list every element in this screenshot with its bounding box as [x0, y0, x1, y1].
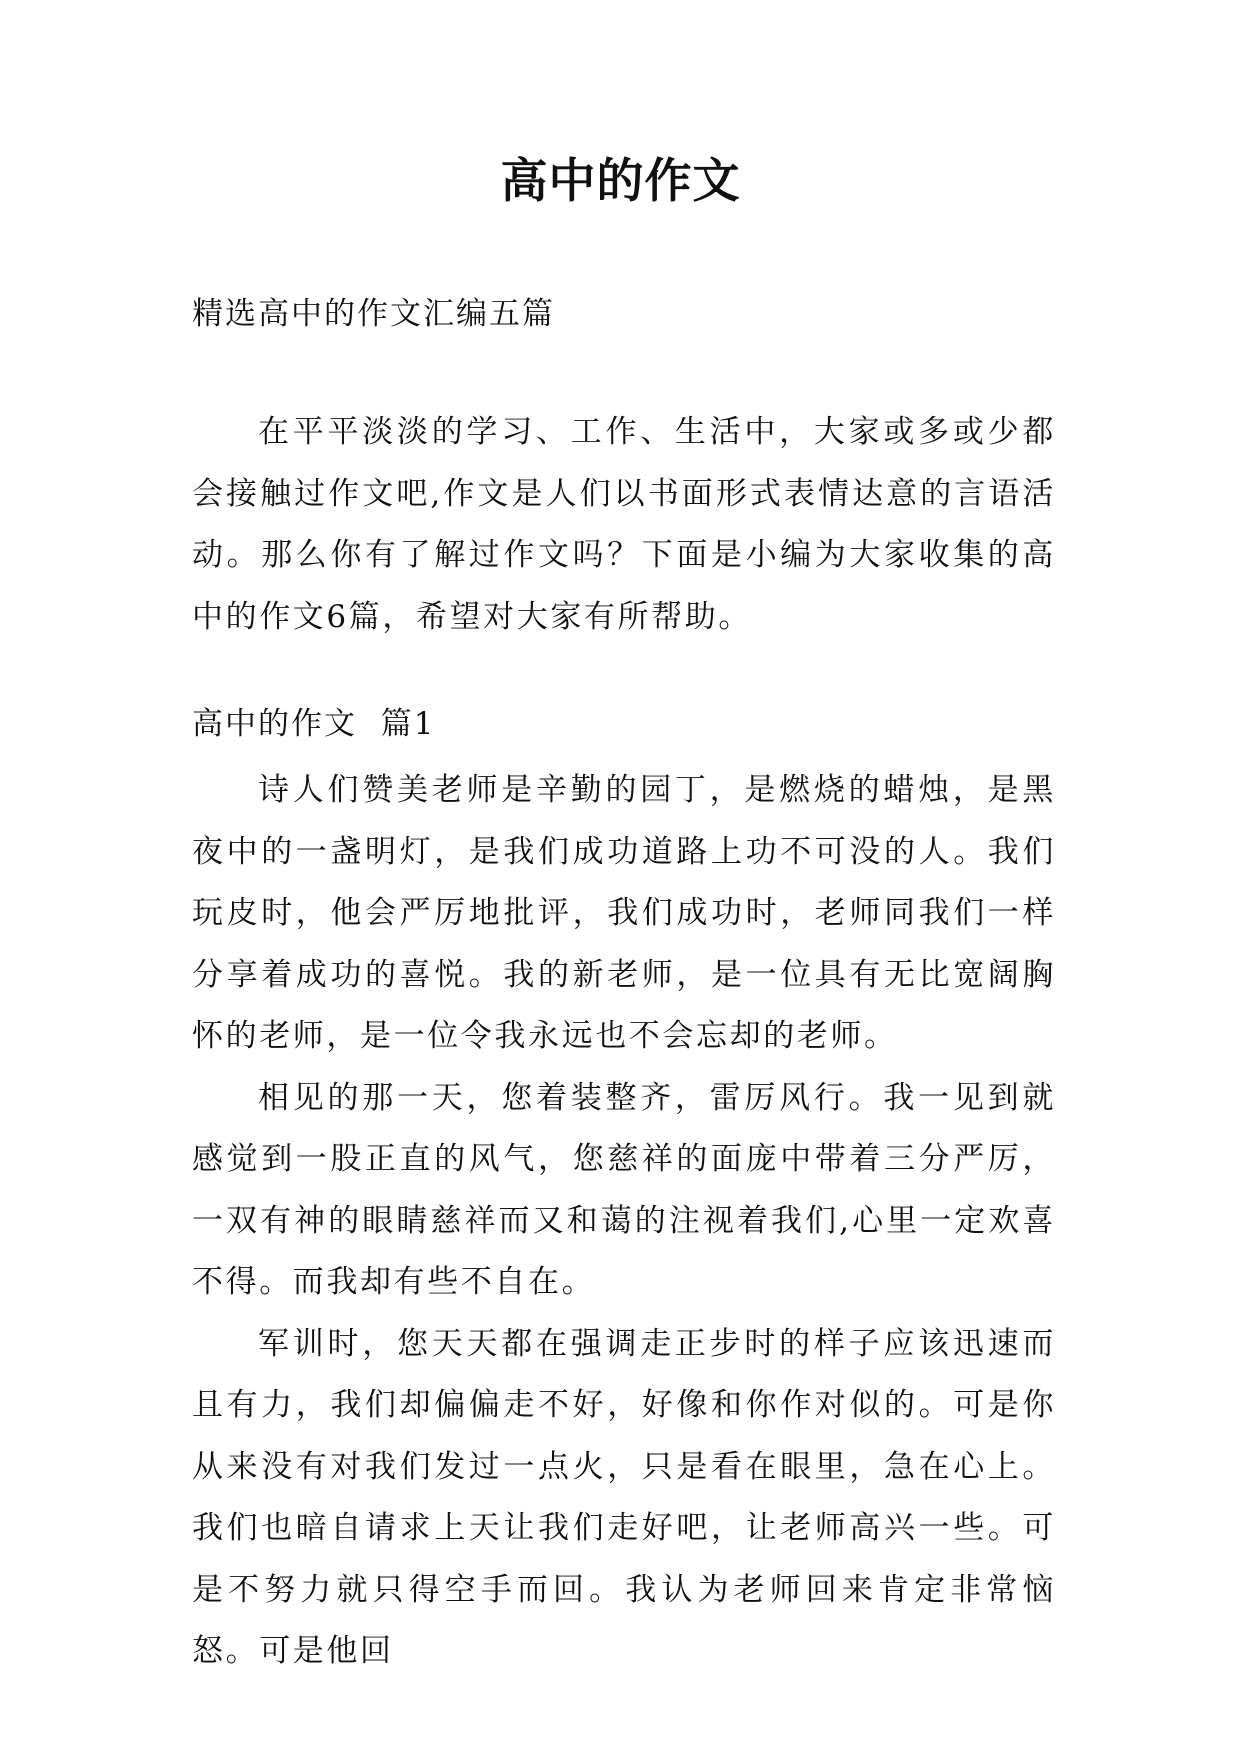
intro-paragraph: 在平平淡淡的学习、工作、生活中，大家或多或少都会接触过作文吧,作文是人们以书面形式表情达意的言语活动。那么你有了解过作文吗？下面是小编为大家收集的高中的作文6篇，希望对大家有所帮助。 [192, 414, 1056, 635]
body-paragraph: 军训时，您天天都在强调走正步时的样子应该迅速而且有力，我们却偏偏走不好，好像和你作对似的。可是你从来没有对我们发过一点火，只是看在眼里，急在心上。我们也暗自请求上天让我们走好吧，让老师高兴一些。可是不努力就只得空手而回。我认为老师回来肯定非常恼怒。可是他回 [192, 1325, 1056, 1669]
document-title: 高中的作文 [500, 154, 741, 209]
body-paragraph: 相见的那一天，您着装整齐，雷厉风行。我一见到就感觉到一股正直的风气，您慈祥的面庞中带着三分严厉，一双有神的眼睛慈祥而又和蔼的注视着我们,心里一定欢喜不得。而我却有些不自在。 [192, 1079, 1056, 1300]
document-subtitle: 精选高中的作文汇编五篇 [192, 296, 555, 332]
section-heading: 高中的作文 篇1 [192, 706, 436, 742]
body-paragraph: 诗人们赞美老师是辛勤的园丁，是燃烧的蜡烛，是黑夜中的一盏明灯，是我们成功道路上功不可没的人。我们玩皮时，他会严厉地批评，我们成功时，老师同我们一样分享着成功的喜悦。我的新老师，是一位具有无比宽阔胸怀的老师，是一位令我永远也不会忘却的老师。 [192, 772, 1056, 1054]
essay-body [192, 760, 1056, 1683]
